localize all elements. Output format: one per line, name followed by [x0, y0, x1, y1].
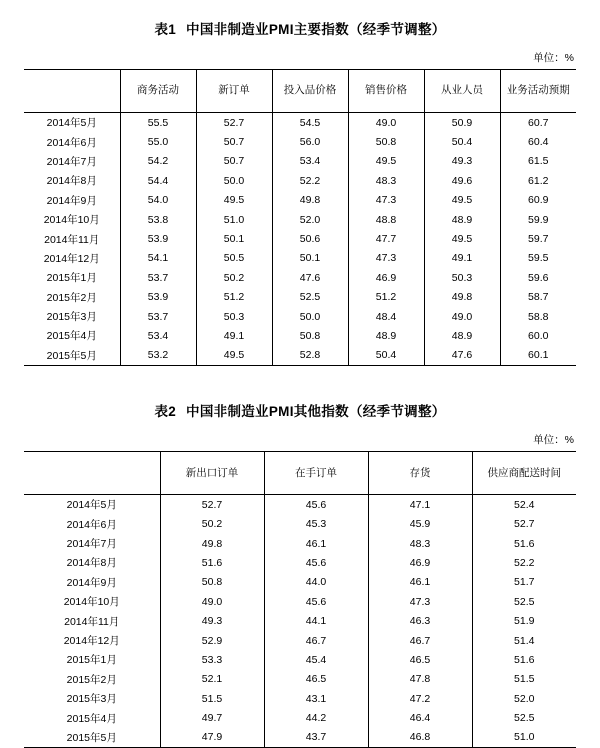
data-cell: 50.3: [196, 307, 272, 326]
data-cell: 50.6: [272, 229, 348, 248]
table-1-col-4: 从业人员: [424, 70, 500, 113]
table-row: [24, 573, 576, 592]
table-row: [24, 326, 576, 345]
data-cell: 47.2: [368, 689, 472, 708]
data-cell: 55.5: [120, 113, 196, 133]
table-row: [24, 708, 576, 727]
table-1-unit: 单位：%: [533, 52, 574, 64]
row-month-label: 2015年2月: [46, 291, 97, 304]
data-cell: 51.2: [196, 288, 272, 307]
table-row: [24, 495, 576, 515]
row-month-label: 2014年12月: [43, 252, 100, 265]
data-cell: 44.2: [264, 708, 368, 727]
table-row: [24, 268, 576, 287]
data-cell: 52.7: [472, 514, 576, 533]
table-1-title: [0, 0, 600, 50]
data-cell: 48.8: [348, 210, 424, 229]
table-row: [24, 728, 576, 748]
table-2-header: [24, 452, 576, 495]
table-row: [24, 534, 576, 553]
data-cell: 53.2: [120, 346, 196, 366]
row-month-label: 2014年9月: [46, 194, 97, 207]
data-cell: 48.3: [348, 171, 424, 190]
row-month-label: 2014年7月: [66, 538, 117, 551]
data-cell: 52.5: [472, 592, 576, 611]
table-row: [24, 670, 576, 689]
data-cell: 47.6: [272, 268, 348, 287]
data-cell: 49.0: [160, 592, 264, 611]
table-block-2: [0, 382, 600, 748]
data-cell: 51.0: [196, 210, 272, 229]
data-cell: 49.0: [424, 307, 500, 326]
row-month-label: 2015年3月: [66, 693, 117, 706]
data-cell: 51.6: [472, 534, 576, 553]
data-cell: 52.0: [272, 210, 348, 229]
data-cell: 48.9: [424, 210, 500, 229]
data-cell: 60.1: [500, 346, 576, 366]
table-row: [24, 171, 576, 190]
data-cell: 52.5: [472, 708, 576, 727]
data-cell: 54.5: [272, 113, 348, 133]
row-month-label: 2015年1月: [46, 272, 97, 285]
data-cell: 54.4: [120, 171, 196, 190]
table-2-unit: 单位：%: [533, 434, 574, 447]
data-cell: 50.8: [272, 326, 348, 345]
table-1-col-0: 商务活动: [120, 70, 196, 113]
data-cell: 50.1: [196, 229, 272, 248]
row-month-label: 2014年10月: [43, 214, 100, 227]
data-cell: 52.2: [472, 553, 576, 572]
table-2-col-3: 供应商配送时间: [472, 452, 576, 495]
data-cell: 50.8: [160, 573, 264, 592]
data-cell: 59.9: [500, 210, 576, 229]
data-cell: 52.9: [160, 631, 264, 650]
row-month-label: 2014年8月: [66, 557, 117, 570]
data-cell: 53.9: [120, 288, 196, 307]
data-cell: 46.5: [368, 650, 472, 669]
row-month-label: 2014年6月: [66, 518, 117, 531]
row-month-label: 2014年5月: [46, 117, 97, 130]
data-cell: 45.4: [264, 650, 368, 669]
table-1-number: 表1: [154, 22, 177, 37]
table-row: [24, 249, 576, 268]
data-cell: 46.1: [368, 573, 472, 592]
data-cell: 50.0: [196, 171, 272, 190]
data-cell: 60.7: [500, 113, 576, 133]
data-cell: 54.1: [120, 249, 196, 268]
data-cell: 49.8: [160, 534, 264, 553]
data-cell: 44.0: [264, 573, 368, 592]
data-cell: 45.6: [264, 495, 368, 515]
table-1-corner-cell: [24, 70, 120, 113]
data-cell: 50.7: [196, 132, 272, 151]
table-row: [24, 611, 576, 630]
data-cell: 59.6: [500, 268, 576, 287]
data-cell: 50.9: [424, 113, 500, 133]
table-2: [24, 451, 576, 748]
data-cell: 50.2: [196, 268, 272, 287]
data-cell: 50.8: [348, 132, 424, 151]
data-cell: 49.6: [424, 171, 500, 190]
data-cell: 52.7: [196, 113, 272, 133]
row-month-label: 2015年5月: [24, 728, 160, 748]
data-cell: 52.4: [472, 495, 576, 515]
data-cell: 61.5: [500, 152, 576, 171]
data-cell: 60.9: [500, 191, 576, 210]
data-cell: 46.7: [368, 631, 472, 650]
table-2-corner-cell: [24, 452, 160, 495]
data-cell: 50.5: [196, 249, 272, 268]
table-row: [24, 191, 576, 210]
data-cell: 48.3: [368, 534, 472, 553]
data-cell: 50.3: [424, 268, 500, 287]
table-2-col-0: 新出口订单: [160, 452, 264, 495]
data-cell: 53.7: [120, 268, 196, 287]
table-row: [24, 229, 576, 248]
data-cell: 52.5: [272, 288, 348, 307]
data-cell: 47.6: [424, 346, 500, 366]
data-cell: 46.5: [264, 670, 368, 689]
data-cell: 48.9: [348, 326, 424, 345]
data-cell: 54.0: [120, 191, 196, 210]
data-cell: 51.6: [160, 553, 264, 572]
row-month-label: 2014年9月: [66, 576, 117, 589]
table-1-header: [24, 70, 576, 113]
table-1-col-1: 新订单: [196, 70, 272, 113]
data-cell: 51.0: [472, 728, 576, 748]
data-cell: 45.6: [264, 553, 368, 572]
data-cell: 51.9: [472, 611, 576, 630]
data-cell: 50.4: [424, 132, 500, 151]
row-month-label: 2014年10月: [63, 596, 120, 609]
data-cell: 49.8: [424, 288, 500, 307]
data-cell: 60.4: [500, 132, 576, 151]
data-cell: 53.4: [120, 326, 196, 345]
table-2-caption: 中国非制造业PMI其他指数（经季节调整）: [186, 404, 446, 420]
table-row: [24, 346, 576, 366]
data-cell: 45.3: [264, 514, 368, 533]
table-row: [24, 113, 576, 133]
data-cell: 53.8: [120, 210, 196, 229]
data-cell: 49.5: [424, 229, 500, 248]
row-month-label: 2014年8月: [46, 175, 97, 188]
data-cell: 47.1: [368, 495, 472, 515]
data-cell: 50.2: [160, 514, 264, 533]
data-cell: 52.8: [272, 346, 348, 366]
data-cell: 49.0: [348, 113, 424, 133]
data-cell: 59.5: [500, 249, 576, 268]
row-month-label: 2014年11月: [64, 615, 120, 628]
data-cell: 58.8: [500, 307, 576, 326]
data-cell: 43.1: [264, 689, 368, 708]
data-cell: 49.5: [424, 191, 500, 210]
data-cell: 46.1: [264, 534, 368, 553]
row-month-label: 2015年4月: [46, 330, 97, 343]
row-month-label: 2014年12月: [63, 635, 120, 647]
data-cell: 49.5: [196, 191, 272, 210]
data-cell: 49.8: [272, 191, 348, 210]
data-cell: 53.4: [272, 152, 348, 171]
data-cell: 53.7: [120, 307, 196, 326]
row-month-label: 2014年6月: [46, 136, 97, 149]
row-month-label: 2014年11月: [44, 233, 100, 246]
table-row: [24, 689, 576, 708]
data-cell: 47.7: [348, 229, 424, 248]
data-cell: 52.1: [160, 670, 264, 689]
data-cell: 50.7: [196, 152, 272, 171]
table-row: [24, 307, 576, 326]
data-cell: 51.4: [472, 631, 576, 650]
table-2-number: 表2: [154, 404, 177, 420]
data-cell: 51.2: [348, 288, 424, 307]
data-cell: 49.5: [196, 346, 272, 366]
data-cell: 46.9: [348, 268, 424, 287]
table-block-1: [0, 0, 600, 366]
table-2-body: [24, 495, 576, 748]
data-cell: 53.3: [160, 650, 264, 669]
data-cell: 53.9: [120, 229, 196, 248]
table-row: [24, 132, 576, 151]
data-cell: 47.3: [348, 191, 424, 210]
table-row: [24, 553, 576, 572]
data-cell: 46.7: [264, 631, 368, 650]
data-cell: 46.8: [368, 728, 472, 748]
table-2-col-2: 存货: [368, 452, 472, 495]
data-cell: 47.9: [160, 728, 264, 748]
data-cell: 48.9: [424, 326, 500, 345]
table-2-col-1: 在手订单: [264, 452, 368, 495]
table-gap: [0, 366, 600, 382]
data-cell: 51.5: [472, 670, 576, 689]
data-cell: 49.3: [424, 152, 500, 171]
table-1-body: [24, 113, 576, 366]
row-month-label: 2014年5月: [66, 499, 117, 512]
data-cell: 52.2: [272, 171, 348, 190]
table-1-caption: 中国非制造业PMI主要指数（经季节调整）: [186, 22, 446, 37]
data-cell: 46.3: [368, 611, 472, 630]
table-row: [24, 288, 576, 307]
table-row: [24, 650, 576, 669]
data-cell: 50.0: [272, 307, 348, 326]
row-month-label: 2015年2月: [66, 673, 117, 686]
row-month-label: 2014年7月: [46, 155, 97, 168]
data-cell: 44.1: [264, 611, 368, 630]
row-month-label: 2015年3月: [46, 311, 97, 324]
data-cell: 56.0: [272, 132, 348, 151]
data-cell: 47.8: [368, 670, 472, 689]
data-cell: 52.0: [472, 689, 576, 708]
data-cell: 49.1: [196, 326, 272, 345]
row-month-label: 2015年1月: [66, 654, 117, 667]
row-month-label: 2015年5月: [24, 346, 120, 366]
table-1-col-5: 业务活动预期: [500, 70, 576, 113]
data-cell: 48.4: [348, 307, 424, 326]
data-cell: 43.7: [264, 728, 368, 748]
data-cell: 46.4: [368, 708, 472, 727]
table-row: [24, 210, 576, 229]
data-cell: 58.7: [500, 288, 576, 307]
table-1-col-3: 销售价格: [348, 70, 424, 113]
data-cell: 49.5: [348, 152, 424, 171]
data-cell: 51.6: [472, 650, 576, 669]
data-cell: 49.3: [160, 611, 264, 630]
data-cell: 45.9: [368, 514, 472, 533]
table-2-title: [0, 382, 600, 432]
data-cell: 45.6: [264, 592, 368, 611]
row-month-label: 2015年4月: [66, 712, 117, 725]
table-1-col-2: 投入品价格: [272, 70, 348, 113]
data-cell: 51.5: [160, 689, 264, 708]
data-cell: 52.7: [160, 495, 264, 515]
table-row: [24, 631, 576, 650]
table-row: [24, 592, 576, 611]
data-cell: 55.0: [120, 132, 196, 151]
data-cell: 47.3: [368, 592, 472, 611]
data-cell: 51.7: [472, 573, 576, 592]
table-row: [24, 152, 576, 171]
data-cell: 54.2: [120, 152, 196, 171]
data-cell: 61.2: [500, 171, 576, 190]
table-1-header-row: [24, 70, 576, 113]
data-cell: 46.9: [368, 553, 472, 572]
data-cell: 60.0: [500, 326, 576, 345]
table-row: [24, 514, 576, 533]
data-cell: 59.7: [500, 229, 576, 248]
data-cell: 49.1: [424, 249, 500, 268]
table-2-header-row: [24, 452, 576, 495]
data-cell: 50.1: [272, 249, 348, 268]
data-cell: 47.3: [348, 249, 424, 268]
data-cell: 50.4: [348, 346, 424, 366]
data-cell: 49.7: [160, 708, 264, 727]
table-1: [24, 69, 576, 366]
